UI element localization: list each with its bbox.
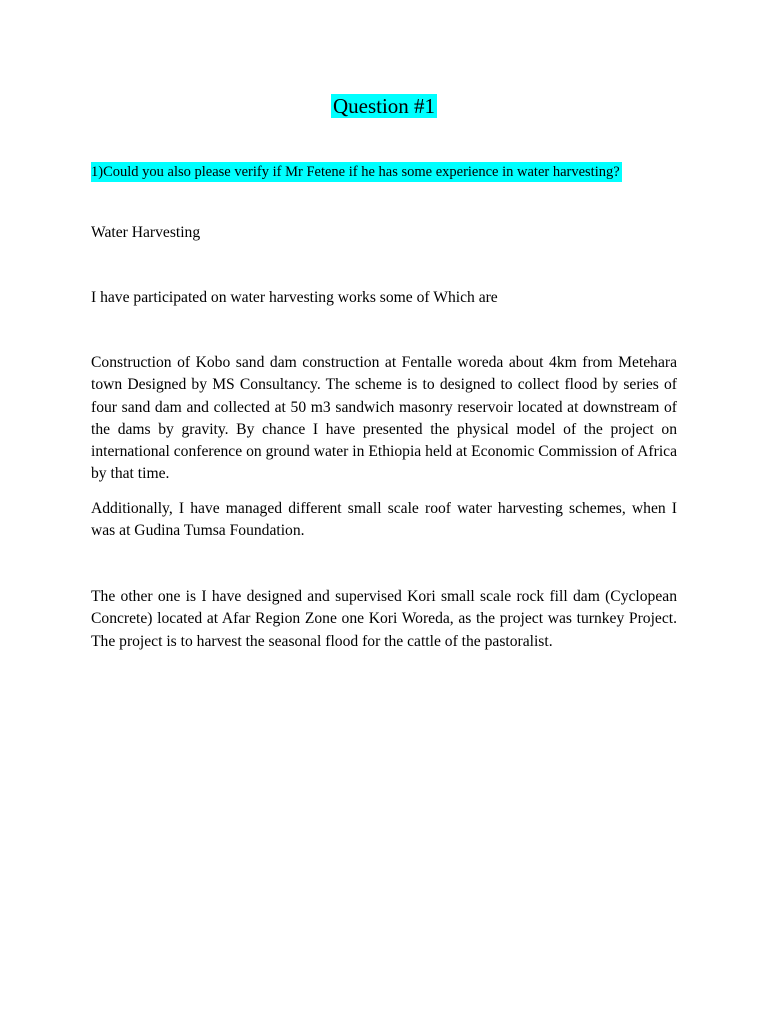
paragraph-kobo-sand-dam: Construction of Kobo sand dam construction at Fentalle woreda about 4km from Metehara town Designed by MS Consultancy. The scheme is to designed to collect flood by series of four sand dam and collected at 50 m3 sandwich masonry reservoir located at downstream of the dams by gravity. By chance I have presented the physical model of the project on international conference on ground water in Ethiopia held at Economic Commission of Africa by that time. (91, 354, 677, 483)
page-title: Question #1 (332, 94, 436, 118)
paragraph-roof-harvesting: Additionally, I have managed different small scale roof water harvesting schemes, when I was at Gudina Tumsa Foundation. (91, 500, 677, 540)
paragraph-kori-dam: The other one is I have designed and supervised Kori small scale rock fill dam (Cyclopean Concrete) located at Afar Region Zone one Kori Woreda, as the project was turnkey Project. The project is to harvest the seasonal flood for the cattle of the pastoralist. (91, 588, 677, 650)
intro-paragraph: I have participated on water harvesting works some of Which are (91, 289, 498, 306)
title-row (0, 92, 768, 120)
section-heading: Water Harvesting (91, 224, 201, 241)
highlighted-question: 1)Could you also please verify if Mr Fetene if he has some experience in water harvesting? (91, 164, 620, 180)
